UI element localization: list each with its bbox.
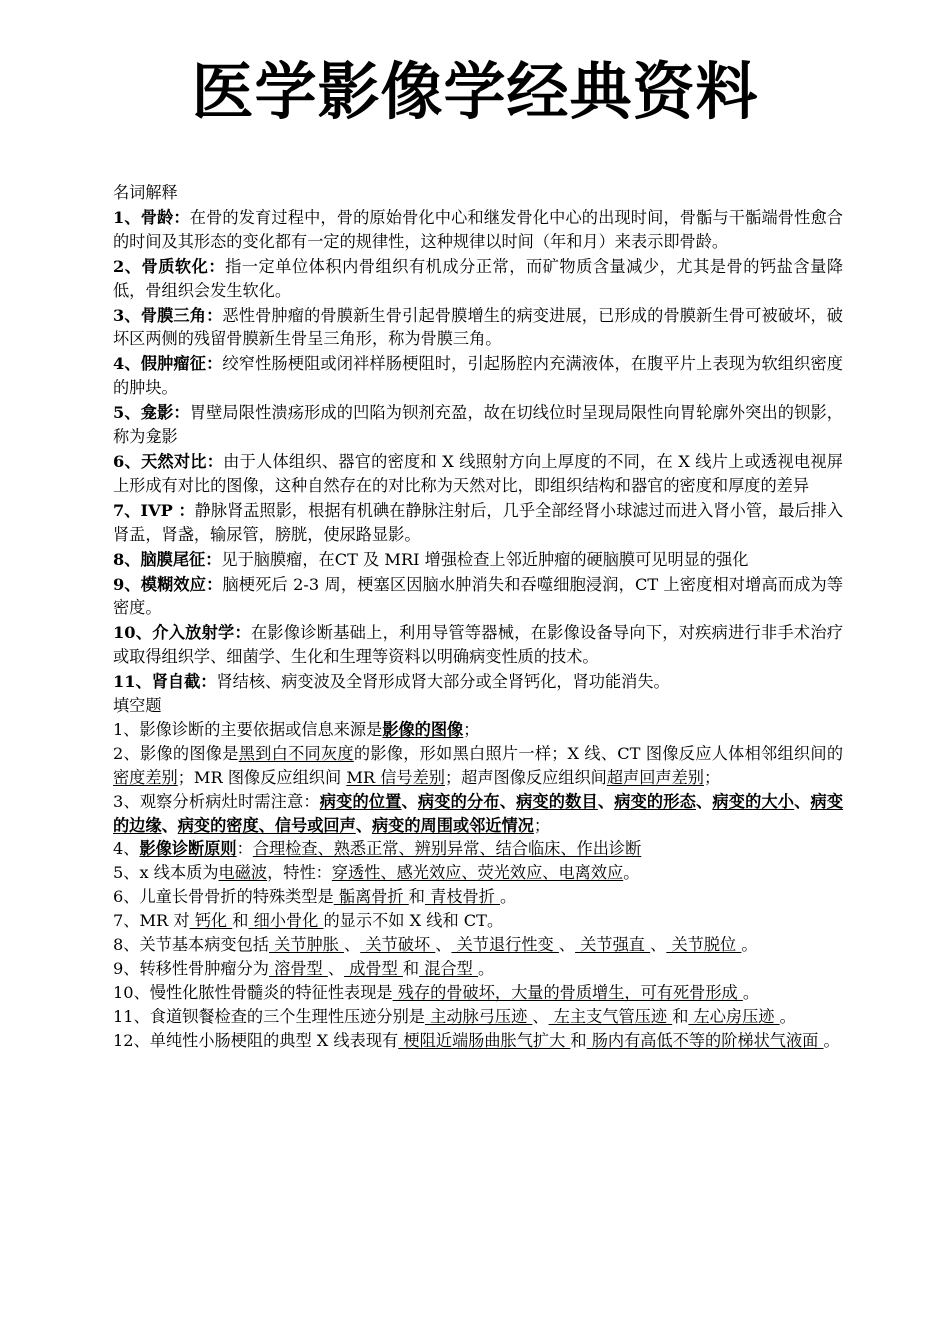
fill-in-item — [113, 1005, 843, 1029]
question-text: 。 — [623, 863, 640, 883]
answer-blank: 密度差别 — [113, 767, 178, 787]
separator-text: 、 — [355, 815, 372, 835]
answer-blank: 超声回声差别 — [606, 767, 704, 787]
fill-in-list — [113, 718, 843, 1053]
question-text: ； — [463, 719, 480, 739]
answer-blank: 关节退行性变 — [451, 935, 559, 955]
definition-item — [113, 499, 843, 547]
question-text: 的影像，形如黑白照片一样；X 线、CT 图像反应人体相邻组织间的 — [353, 743, 844, 763]
definition-text: 在影像诊断基础上，利用导管等器械，在影像设备导向下，对疾病进行非手术治疗或取得组织学、细菌学、生化和生理等资料以明确病变性质的技术。 — [113, 623, 844, 667]
question-text: 2、影像的图像是 — [113, 743, 239, 763]
fill-in-item — [113, 885, 843, 909]
definition-item — [113, 206, 843, 254]
answer-blank: 成骨型 — [344, 959, 403, 978]
answer-blank: 穿透性、感光效应、荧光效应、电离效应 — [331, 863, 624, 883]
definition-item — [113, 621, 843, 669]
question-text: 7、MR 对 — [113, 911, 190, 931]
answer-blank: 混合型 — [419, 959, 478, 978]
document-body — [113, 181, 843, 1053]
answer-blank: 左心房压迹 — [688, 1006, 780, 1026]
separator-text: 、 — [597, 791, 615, 811]
definition-item — [113, 255, 843, 303]
fill-in-item — [113, 1029, 843, 1053]
separator-text: 、 — [401, 791, 418, 811]
question-text: 。 — [477, 959, 495, 978]
question-text: ： — [236, 839, 253, 859]
question-text: 的显示不如 X 线和 CT。 — [323, 911, 504, 931]
definition-item — [113, 401, 843, 449]
answer-blank: 关节脱位 — [666, 935, 742, 955]
answer-blank: 细小骨化 — [248, 911, 324, 931]
question-text: 、 — [344, 935, 361, 955]
definition-term: 1、骨龄： — [113, 207, 190, 227]
question-text: 、 — [435, 935, 452, 955]
question-text: 和 — [402, 959, 420, 978]
question-text: 8、关节基本病变包括 — [113, 935, 269, 955]
definition-text: 在骨的发育过程中，骨的原始骨化中心和继发骨化中心的出现时间，骨骺与干骺端骨性愈合的时间及其形态的变化都有一定的规律性，这种规律以时间（年和月）来表示即骨龄。 — [113, 207, 843, 251]
definition-text: 绞窄性肠梗阻或闭袢样肠梗阻时，引起肠腔内充满液体，在腹平片上表现为软组织密度的肿块。 — [113, 354, 843, 398]
answer-blank: 电磁波 — [218, 863, 268, 883]
fill-in-item — [113, 981, 843, 1005]
question-text: 9、转移性骨肿瘤分为 — [113, 959, 269, 978]
definitions-list — [113, 206, 843, 694]
answer-blank: 溶骨型 — [269, 959, 328, 978]
definition-item — [113, 352, 843, 400]
question-text: 4、 — [113, 839, 140, 859]
answer-blank-bold: 影像的图像 — [382, 719, 464, 739]
answer-blank-bold: 病变的形态 — [614, 791, 697, 811]
definition-term: 9、模糊效应： — [113, 574, 223, 594]
fill-in-item — [113, 718, 843, 742]
separator-text: 、 — [794, 791, 811, 811]
answer-blank-bold: 影像诊断原则 — [139, 839, 237, 859]
document-title: 医学影像学经典资料 — [191, 55, 759, 128]
answer-blank-bold: 病变的边缘 — [113, 791, 844, 835]
answer-blank: 骺离骨折 — [333, 887, 409, 907]
answer-blank: 关节肿胀 — [269, 935, 345, 955]
answer-blank-bold: 病变的分布 — [417, 791, 500, 811]
answer-blank: 肠内有高低不等的阶梯状气液面 — [586, 1030, 824, 1050]
answer-blank-bold: 病变的密度、信号或回声 — [177, 815, 356, 835]
definition-item — [113, 304, 843, 352]
question-text: 、 — [327, 959, 345, 978]
question-text: 1、影像诊断的主要依据或信息来源是 — [113, 719, 383, 739]
definition-item — [113, 450, 843, 498]
definition-text: 恶性骨肿瘤的骨膜新生骨引起骨膜增生的病变进展，已形成的骨膜新生骨可被破坏，破坏区两侧的残留骨膜新生骨呈三角形，称为骨膜三角。 — [113, 305, 843, 349]
answer-blank-bold: 病变的位置 — [319, 791, 402, 811]
definition-term: 8、脑膜尾征： — [113, 549, 222, 569]
answer-blank-bold: 病变的数目 — [516, 791, 598, 811]
definition-text: 脑梗死后 2-3 周，梗塞区因脑水肿消失和吞噬细胞浸润，CT 上密度相对增高而成为等密度。 — [113, 574, 844, 618]
question-text: 。 — [742, 982, 760, 1002]
definition-text: 肾结核、病变波及全肾形成肾大部分或全肾钙化，肾功能消失。 — [216, 672, 670, 692]
question-text: 、 — [532, 1006, 549, 1026]
definition-item — [113, 573, 843, 621]
question-text: 12、单纯性小肠梗阻的典型 X 线表现有 — [113, 1030, 399, 1050]
definition-term: 5、龛影： — [113, 403, 190, 423]
fill-in-item — [113, 837, 843, 861]
answer-blank: 钙化 — [189, 911, 233, 931]
answer-blank: 左主支气管压迹 — [548, 1006, 673, 1026]
question-text: 和 — [672, 1006, 689, 1026]
definition-term: 10、介入放射学： — [113, 623, 251, 643]
question-text: ；超声图像反应组织间 — [444, 767, 607, 787]
question-text: ，特性： — [267, 863, 332, 883]
fill-in-item — [113, 933, 843, 957]
definition-term: 6、天然对比： — [113, 451, 224, 471]
question-text: ； — [533, 815, 551, 835]
definition-text: 静脉肾盂照影，根据有机碘在静脉注射后，几乎全部经肾小球滤过而进入肾小管，最后排入肾盂，肾盏，输尿管，膀胱，使尿路显影。 — [113, 500, 844, 544]
fill-in-item — [113, 957, 843, 981]
definition-term: 11、肾自截： — [113, 672, 217, 692]
question-text: 11、食道钡餐检查的三个生理性压迹分别是 — [113, 1006, 425, 1026]
question-text: 和 — [232, 911, 249, 931]
answer-blank-bold: 病变的大小 — [712, 791, 795, 811]
question-text: 5、x 线本质为 — [113, 863, 219, 883]
question-text: 和 — [570, 1030, 587, 1050]
definition-term: 4、假肿瘤征： — [113, 354, 223, 374]
question-text: ； — [703, 767, 721, 787]
question-text: 6、儿童长骨骨折的特殊类型是 — [113, 887, 334, 907]
answer-blank-bold: 病变的周围或邻近情况 — [372, 815, 534, 835]
question-text: ；MR 图像反应组织间 — [177, 767, 347, 787]
answer-blank: 关节强直 — [575, 935, 651, 955]
answer-blank: 梗阻近端肠曲胀气扩大 — [398, 1030, 571, 1050]
question-text: 。 — [500, 887, 517, 907]
fill-in-item — [113, 790, 843, 838]
answer-blank: 残存的骨破坏，大量的骨质增生，可有死骨形成 — [392, 982, 743, 1002]
definition-item — [113, 670, 843, 694]
definition-term: 2、骨质软化： — [113, 256, 226, 276]
question-text: 、 — [558, 935, 576, 955]
definition-text: 指一定单位体积内骨组织有机成分正常，而矿物质含量减少，尤其是骨的钙盐含量降低，骨组织会发生软化。 — [113, 256, 844, 300]
answer-blank: 青枝骨折 — [424, 887, 501, 907]
separator-text: 、 — [696, 791, 713, 811]
question-text: 。 — [779, 1006, 796, 1026]
definition-text: 由于人体组织、器官的密度和 X 线照射方向上厚度的不同，在 X 线片上或透视电视屏上形成有对比的图像，这种自然存在的对比称为天然对比，即组织结构和器官的密度和厚度的差异 — [113, 451, 843, 495]
question-text: 和 — [408, 887, 425, 907]
fill-in-item — [113, 742, 843, 790]
question-text: 。 — [823, 1030, 840, 1050]
definition-term: 7、IVP ： — [113, 500, 195, 520]
definitions-heading: 名词解释 — [113, 183, 178, 202]
answer-blank: 主动脉弓压迹 — [424, 1006, 533, 1026]
definition-text: 见于脑膜瘤，在CT 及 MRI 增强检查上邻近肿瘤的硬脑膜可见明显的强化 — [221, 549, 749, 569]
fill-in-heading: 填空题 — [113, 696, 162, 716]
question-text: 3、观察分析病灶时需注意： — [113, 791, 320, 811]
definition-item — [113, 548, 843, 572]
question-text: 。 — [741, 935, 758, 955]
definition-text: 胃壁局限性溃疡形成的凹陷为钡剂充盈，故在切线位时呈现局限性向胃轮廓外突出的钡影，称为龛影 — [113, 403, 843, 447]
question-text: 10、慢性化脓性骨髓炎的特征性表现是 — [113, 982, 393, 1002]
fill-in-item — [113, 861, 843, 885]
separator-text: 、 — [161, 815, 178, 835]
fill-in-item — [113, 909, 843, 933]
separator-text: 、 — [499, 791, 517, 811]
answer-blank: 关节破坏 — [360, 935, 436, 955]
question-text: 、 — [650, 935, 667, 955]
answer-blank: MR 信号差别 — [346, 767, 445, 787]
answer-blank: 合理检查、熟悉正常、辨别异常、结合临床、作出诊断 — [252, 839, 642, 859]
answer-blank: 黑到白不同灰度 — [238, 743, 354, 763]
definition-term: 3、骨膜三角： — [113, 305, 223, 325]
